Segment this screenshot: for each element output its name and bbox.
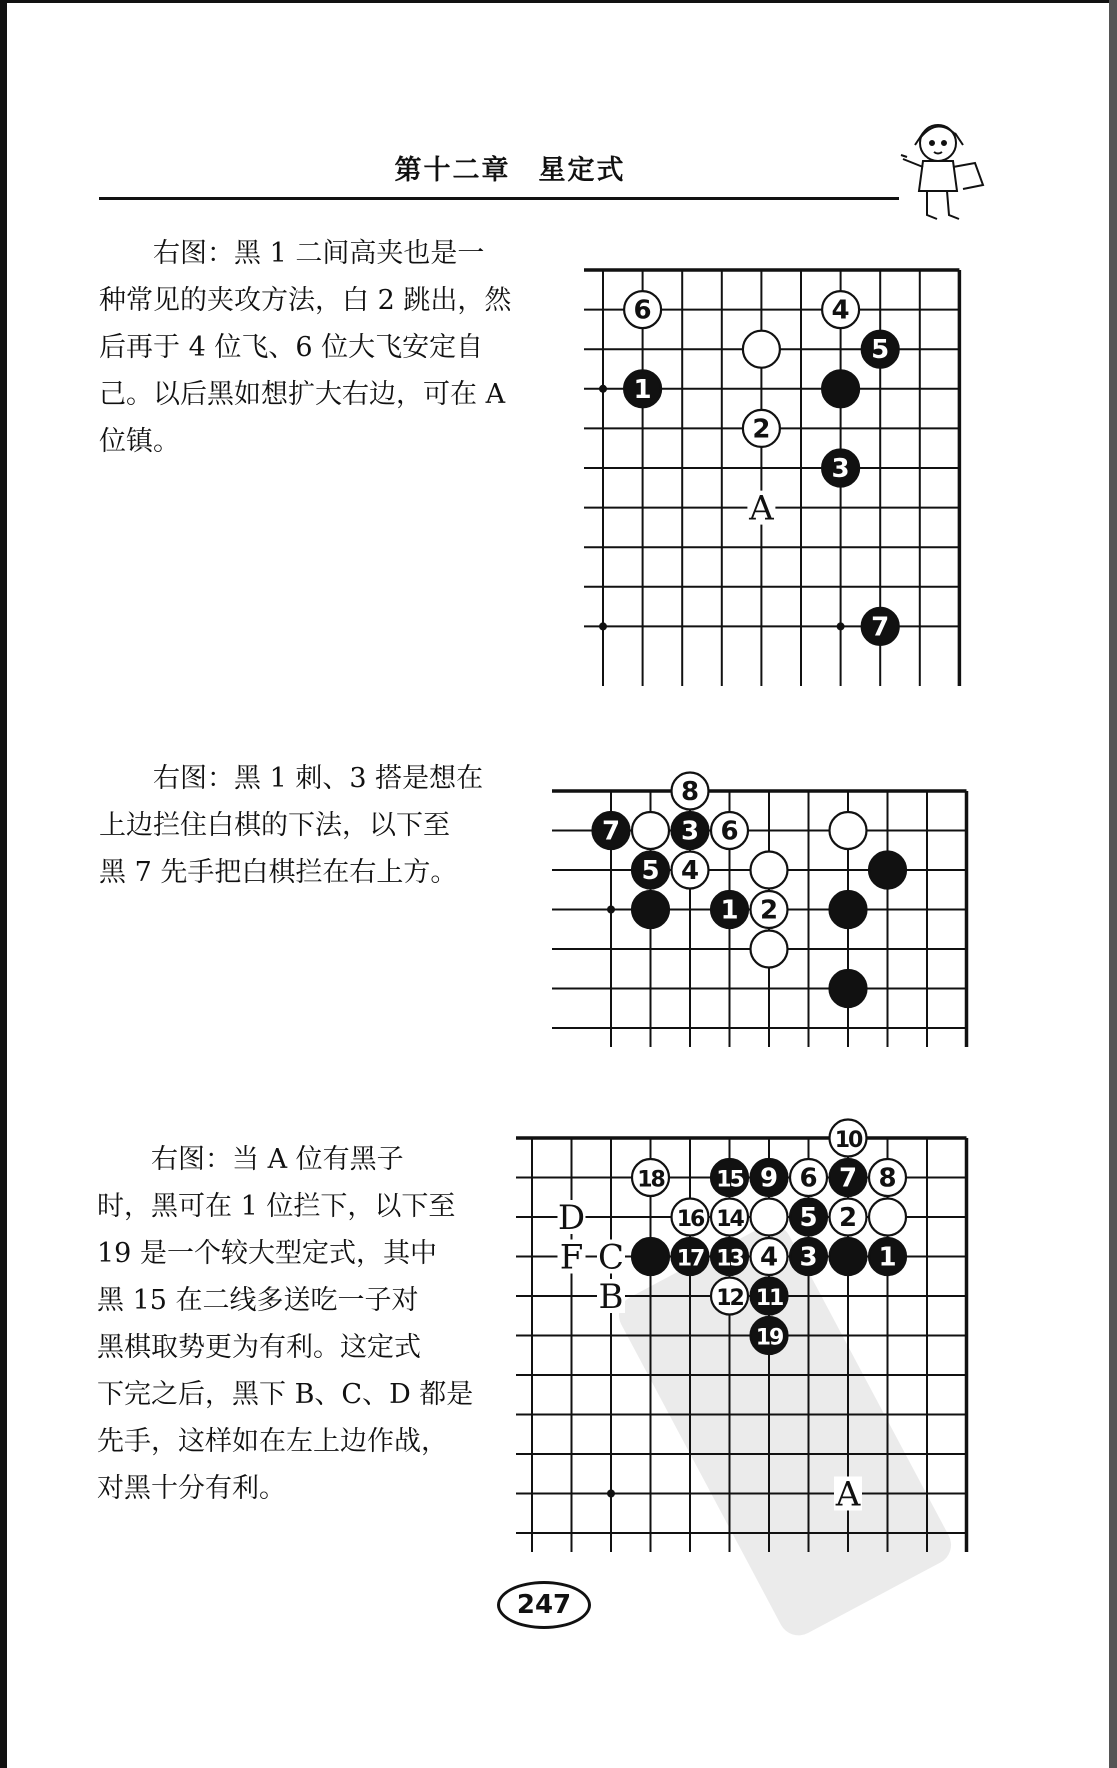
move-number: 8 — [878, 1163, 897, 1194]
text-line: 黑 15 在二线多送吃一子对 — [97, 1285, 419, 1316]
move-number: 17 — [676, 1246, 704, 1272]
text-line: 种常见的夹攻方法，白 2 跳出，然 — [99, 285, 512, 316]
move-number: 6 — [633, 295, 652, 326]
move-number: 1 — [633, 374, 652, 405]
black-stone — [632, 891, 669, 928]
black-stone — [790, 1199, 827, 1236]
move-number: 7 — [601, 816, 621, 847]
white-stone — [672, 773, 709, 810]
move-number: 12 — [716, 1286, 743, 1311]
white-stone — [751, 1199, 788, 1236]
white-stone — [632, 1159, 669, 1196]
move-number: 3 — [680, 816, 700, 847]
black-stone — [830, 891, 867, 928]
black-stone — [751, 1278, 788, 1315]
text-line: 右图：当 A 位有黑子 — [97, 1144, 404, 1175]
white-stone — [751, 1238, 788, 1275]
text-line: 己。以后黑如想扩大右边，可在 A — [99, 379, 506, 410]
black-stone — [830, 970, 867, 1007]
move-number: 2 — [752, 414, 771, 445]
white-stone — [790, 1159, 827, 1196]
text-line: 后再于 4 位飞、6 位大飞安定自 — [99, 332, 484, 363]
black-stone — [790, 1238, 827, 1275]
black-stone — [751, 1159, 788, 1196]
star-point — [607, 1490, 615, 1498]
go-board-1 — [584, 270, 959, 686]
move-number: 4 — [680, 856, 700, 886]
move-number: 15 — [716, 1167, 743, 1193]
position-label: B — [598, 1277, 624, 1317]
white-stone — [743, 331, 780, 368]
star-point — [599, 385, 607, 393]
star-point — [599, 622, 607, 630]
go-board-3 — [516, 1120, 967, 1553]
text-line: 对黑十分有利。 — [97, 1473, 286, 1504]
white-stone — [869, 1159, 906, 1196]
black-stone — [711, 1159, 748, 1196]
white-stone — [624, 291, 661, 328]
position-label: A — [835, 1474, 861, 1515]
white-stone — [672, 1199, 709, 1236]
black-stone — [862, 608, 899, 645]
black-stone — [822, 370, 859, 407]
black-stone — [593, 812, 630, 849]
position-label: D — [557, 1198, 586, 1238]
chapter-title: 星定式 — [538, 155, 626, 186]
move-number: 6 — [720, 816, 739, 847]
move-number: 14 — [716, 1207, 743, 1232]
white-stone — [822, 291, 859, 328]
white-stone — [830, 812, 867, 849]
text-line: 位镇。 — [99, 426, 180, 457]
move-number: 11 — [755, 1286, 783, 1311]
move-number: 5 — [641, 856, 660, 886]
text-line: 黑 7 先手把白棋拦在右上方。 — [99, 857, 458, 888]
text-line: 右图：黑 1 二间高夹也是一 — [99, 238, 485, 269]
move-number: 9 — [759, 1163, 779, 1194]
move-number: 2 — [759, 895, 779, 926]
move-number: 8 — [680, 777, 700, 807]
move-number: 16 — [676, 1207, 704, 1232]
white-stone — [711, 1199, 748, 1236]
position-label: F — [559, 1237, 584, 1278]
text-line: 上边拦住白棋的下法，以下至 — [99, 810, 450, 841]
text-line: 下完之后，黑下 B、C、D 都是 — [97, 1379, 474, 1410]
white-stone — [830, 1120, 867, 1157]
white-stone — [711, 812, 748, 849]
black-stone — [751, 1317, 788, 1354]
move-number: 5 — [871, 335, 890, 366]
white-stone — [672, 852, 709, 889]
move-number: 7 — [871, 612, 890, 643]
black-stone — [672, 812, 709, 849]
move-number: 19 — [755, 1325, 783, 1351]
white-stone — [632, 812, 669, 849]
white-stone — [830, 1199, 867, 1236]
star-point — [837, 622, 845, 630]
chapter-label: 第十二章 — [394, 155, 511, 186]
move-number: 10 — [834, 1128, 862, 1153]
black-stone — [862, 331, 899, 368]
move-number: 3 — [799, 1242, 818, 1273]
black-stone — [869, 1238, 906, 1275]
black-stone — [869, 852, 906, 889]
black-stone — [632, 852, 669, 889]
move-number: 18 — [637, 1167, 664, 1193]
black-stone — [632, 1238, 669, 1275]
black-stone — [711, 891, 748, 928]
text-line: 时，黑可在 1 位拦下，以下至 — [97, 1191, 456, 1222]
black-stone — [711, 1238, 748, 1275]
position-label: C — [597, 1237, 625, 1278]
black-stone — [830, 1159, 867, 1196]
move-number: 7 — [838, 1163, 858, 1194]
white-stone — [711, 1278, 748, 1315]
text-line: 黑棋取势更为有利。这定式 — [97, 1332, 421, 1363]
move-number: 1 — [878, 1242, 897, 1273]
white-stone — [751, 891, 788, 928]
white-stone — [751, 852, 788, 889]
black-stone — [822, 450, 859, 487]
black-stone — [624, 370, 661, 407]
move-number: 13 — [716, 1246, 743, 1272]
move-number: 3 — [831, 454, 850, 484]
move-number: 6 — [799, 1163, 818, 1194]
move-number: 4 — [759, 1242, 779, 1273]
move-number: 5 — [799, 1203, 818, 1233]
text-line: 先手，这样如在左上边作战， — [97, 1426, 448, 1457]
black-stone — [830, 1238, 867, 1275]
go-board-2 — [552, 773, 967, 1048]
white-stone — [743, 410, 780, 447]
move-number: 2 — [838, 1203, 858, 1233]
text-line: 右图：黑 1 刺、3 搭是想在 — [99, 763, 484, 794]
black-stone — [672, 1238, 709, 1275]
star-point — [607, 906, 615, 914]
white-stone — [869, 1199, 906, 1236]
move-number: 4 — [831, 295, 850, 326]
move-number: 1 — [720, 895, 739, 926]
position-label: A — [749, 488, 774, 529]
white-stone — [751, 931, 788, 968]
page-number: 247 — [497, 1581, 591, 1629]
text-line: 19 是一个较大型定式，其中 — [97, 1238, 437, 1269]
